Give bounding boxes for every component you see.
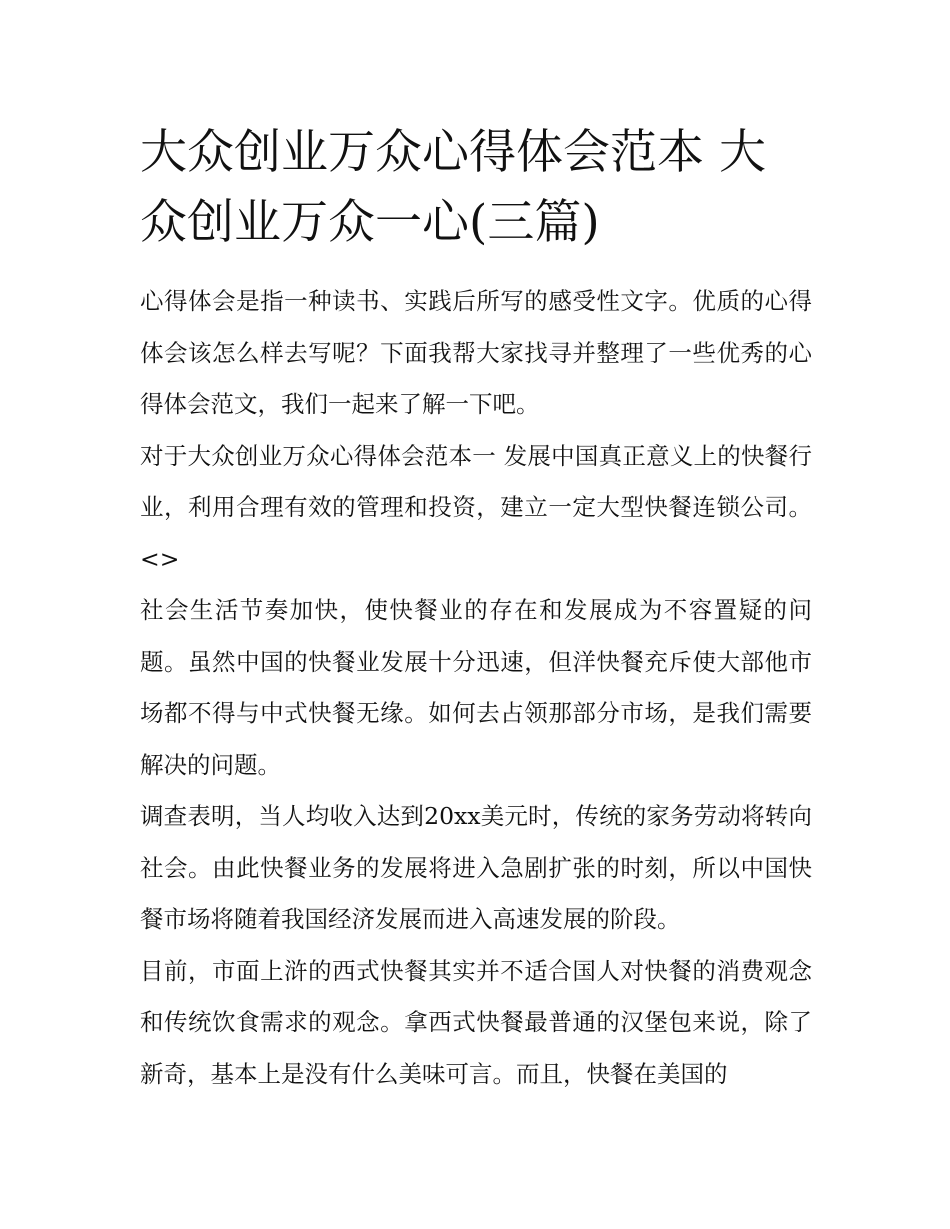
paragraph-intro: 心得体会是指一种读书、实践后所写的感受性文字。优质的心得体会该怎么样去写呢？下面我帮大家找寻并整理了一些优秀的心得体会范文，我们一起来了解一下吧。 [140, 287, 812, 418]
document-title: 大众创业万众心得体会范本 大众创业万众一心(三篇) [140, 125, 766, 250]
paragraph-3: 调查表明，当人均收入达到20xx美元时，传统的家务劳动将转向社会。由此快餐业务的发展将进入急剧扩张的时刻，所以中国快餐市场将随着我国经济发展而进入高速发展的阶段。 [140, 802, 812, 933]
paragraph-4: 目前，市面上浒的西式快餐其实并不适合国人对快餐的消费观念和传统饮食需求的观念。拿西式快餐最普通的汉堡包来说，除了新奇，基本上是没有什么美味可言。而且，快餐在美国的 [140, 956, 812, 1088]
document-page [140, 118, 812, 1100]
paragraph-2: 社会生活节奏加快，使快餐业的存在和发展成为不容置疑的问题。虽然中国的快餐业发展十分迅速，但洋快餐充斥使大部他市场都不得与中式快餐无缘。如何去占领那部分市场，是我们需要解决的问题。 [140, 596, 812, 779]
paragraph-1: 对于大众创业万众心得体会范本一 发展中国真正意义上的快餐行业，利用合理有效的管理和投资，建立一定大型快餐连锁公司。 <> [140, 441, 812, 573]
